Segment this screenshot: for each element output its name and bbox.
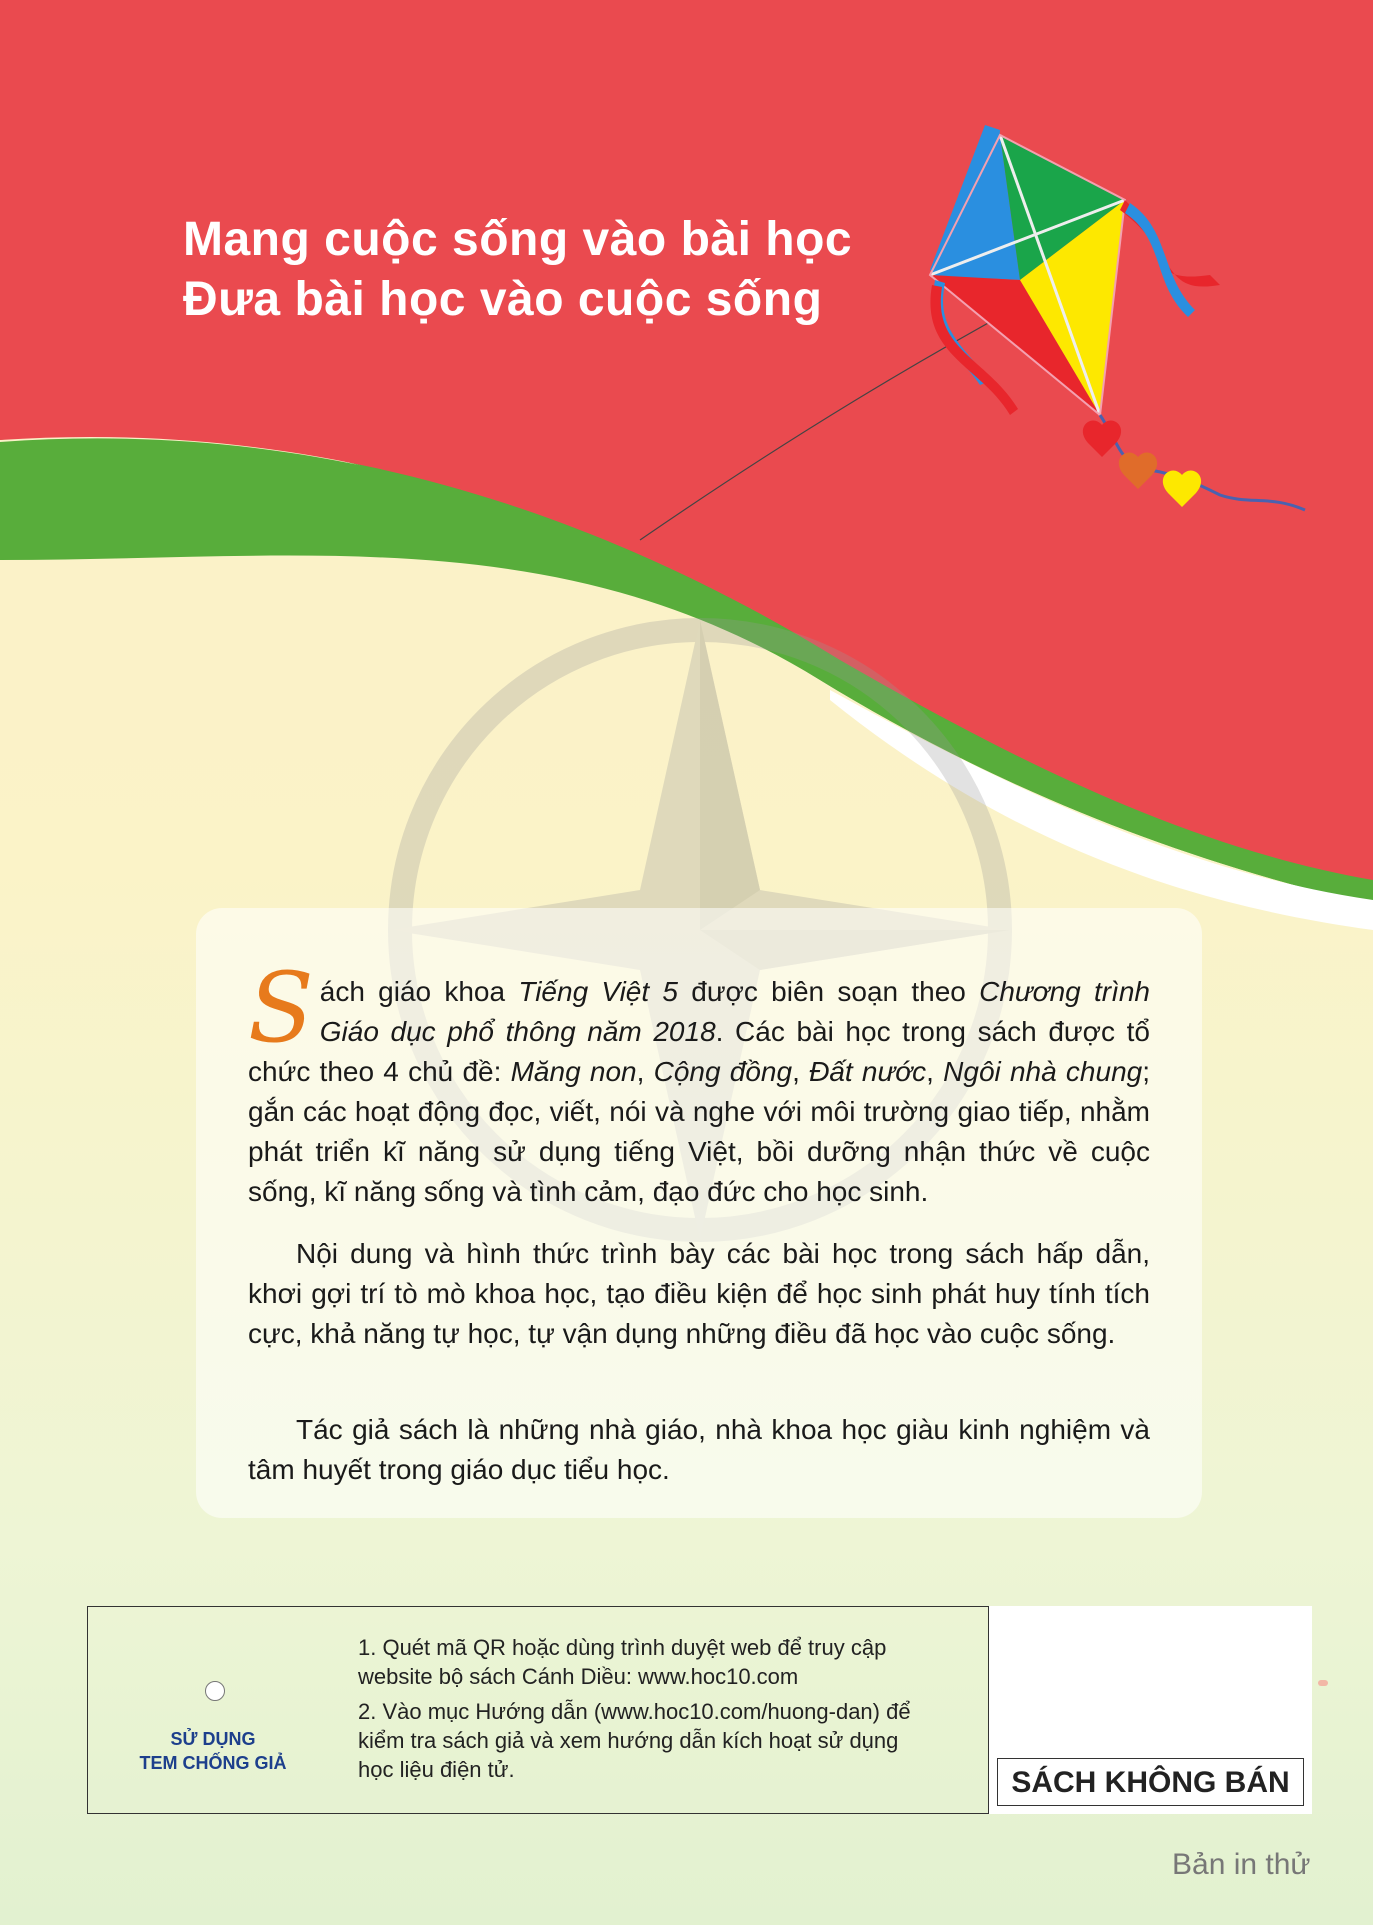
heart-1 bbox=[1083, 420, 1121, 457]
dropcap-letter: S bbox=[248, 952, 314, 1064]
stamp-label: SỬ DỤNG TEM CHỐNG GIẢ bbox=[139, 1729, 287, 1773]
topic-1: Măng non bbox=[510, 1056, 637, 1087]
proof-print-label: Bản in thử bbox=[1172, 1848, 1311, 1881]
intro-paragraph-3: Tác giả sách là những nhà giáo, nhà khoa học giàu kinh nghiệm và tâm huyết trong giáo dục tiểu học. bbox=[248, 1414, 1150, 1485]
intro-paragraph-2: Nội dung và hình thức trình bày các bài học trong sách hấp dẫn, khơi gợi trí tò mò khoa học, tạo điều kiện để học sinh phát huy tính tích cực, khả năng tự học, tự vận dụng những điều đã học vào cuộc sống. bbox=[248, 1238, 1150, 1349]
anti-counterfeit-box bbox=[87, 1606, 1311, 1814]
book-title: Tiếng Việt 5 bbox=[518, 976, 678, 1007]
topic-2: Cộng đồng bbox=[653, 1056, 793, 1087]
heart-3 bbox=[1163, 470, 1201, 507]
barcode-panel bbox=[988, 1606, 1312, 1814]
instruction-2: 2. Vào mục Hướng dẫn (www.hoc10.com/huong-dan) để kiểm tra sách giả và xem hướng dẫn kích hoạt sử dụng học liệu điện tử. bbox=[358, 1699, 911, 1782]
heart-2 bbox=[1119, 452, 1157, 489]
stamp-placeholder-circle bbox=[205, 1681, 225, 1701]
instruction-1: 1. Quét mã QR hoặc dùng trình duyệt web để truy cập website bộ sách Cánh Diều: www.hoc10.com bbox=[358, 1635, 887, 1689]
intro-paragraph-1: Sách giáo khoa Tiếng Việt 5 được biên soạn theo Chương trình Giáo dục phổ thông năm 2018. Các bài học trong sách được tổ chức theo 4 chủ đề: Măng non, Cộng đồng, Đất nước, Ngôi nhà chung; gắn các hoạt động đọc, viết, nói và nghe với môi trường giao tiếp, nhằm phát triển kĩ năng sử dụng tiếng Việt, bồi dưỡng nhận thức về cuộc sống, kĩ năng sống và tình cảm, đạo đức cho học sinh. bbox=[248, 952, 1151, 1207]
curriculum-name: Chương trình Giáo dục phổ thông năm 2018 bbox=[319, 976, 1151, 1047]
not-for-sale-label: SÁCH KHÔNG BÁN bbox=[997, 1758, 1304, 1806]
slogan-line-2: Đưa bài học vào cuộc sống bbox=[183, 273, 823, 326]
topic-3: Đất nước bbox=[809, 1056, 927, 1087]
intro-card bbox=[196, 908, 1202, 1518]
topic-4: Ngôi nhà chung bbox=[943, 1056, 1143, 1087]
slogan-line-1: Mang cuộc sống vào bài học bbox=[183, 213, 853, 266]
kite-illustration bbox=[920, 125, 1320, 545]
edge-mark bbox=[1318, 1680, 1328, 1686]
